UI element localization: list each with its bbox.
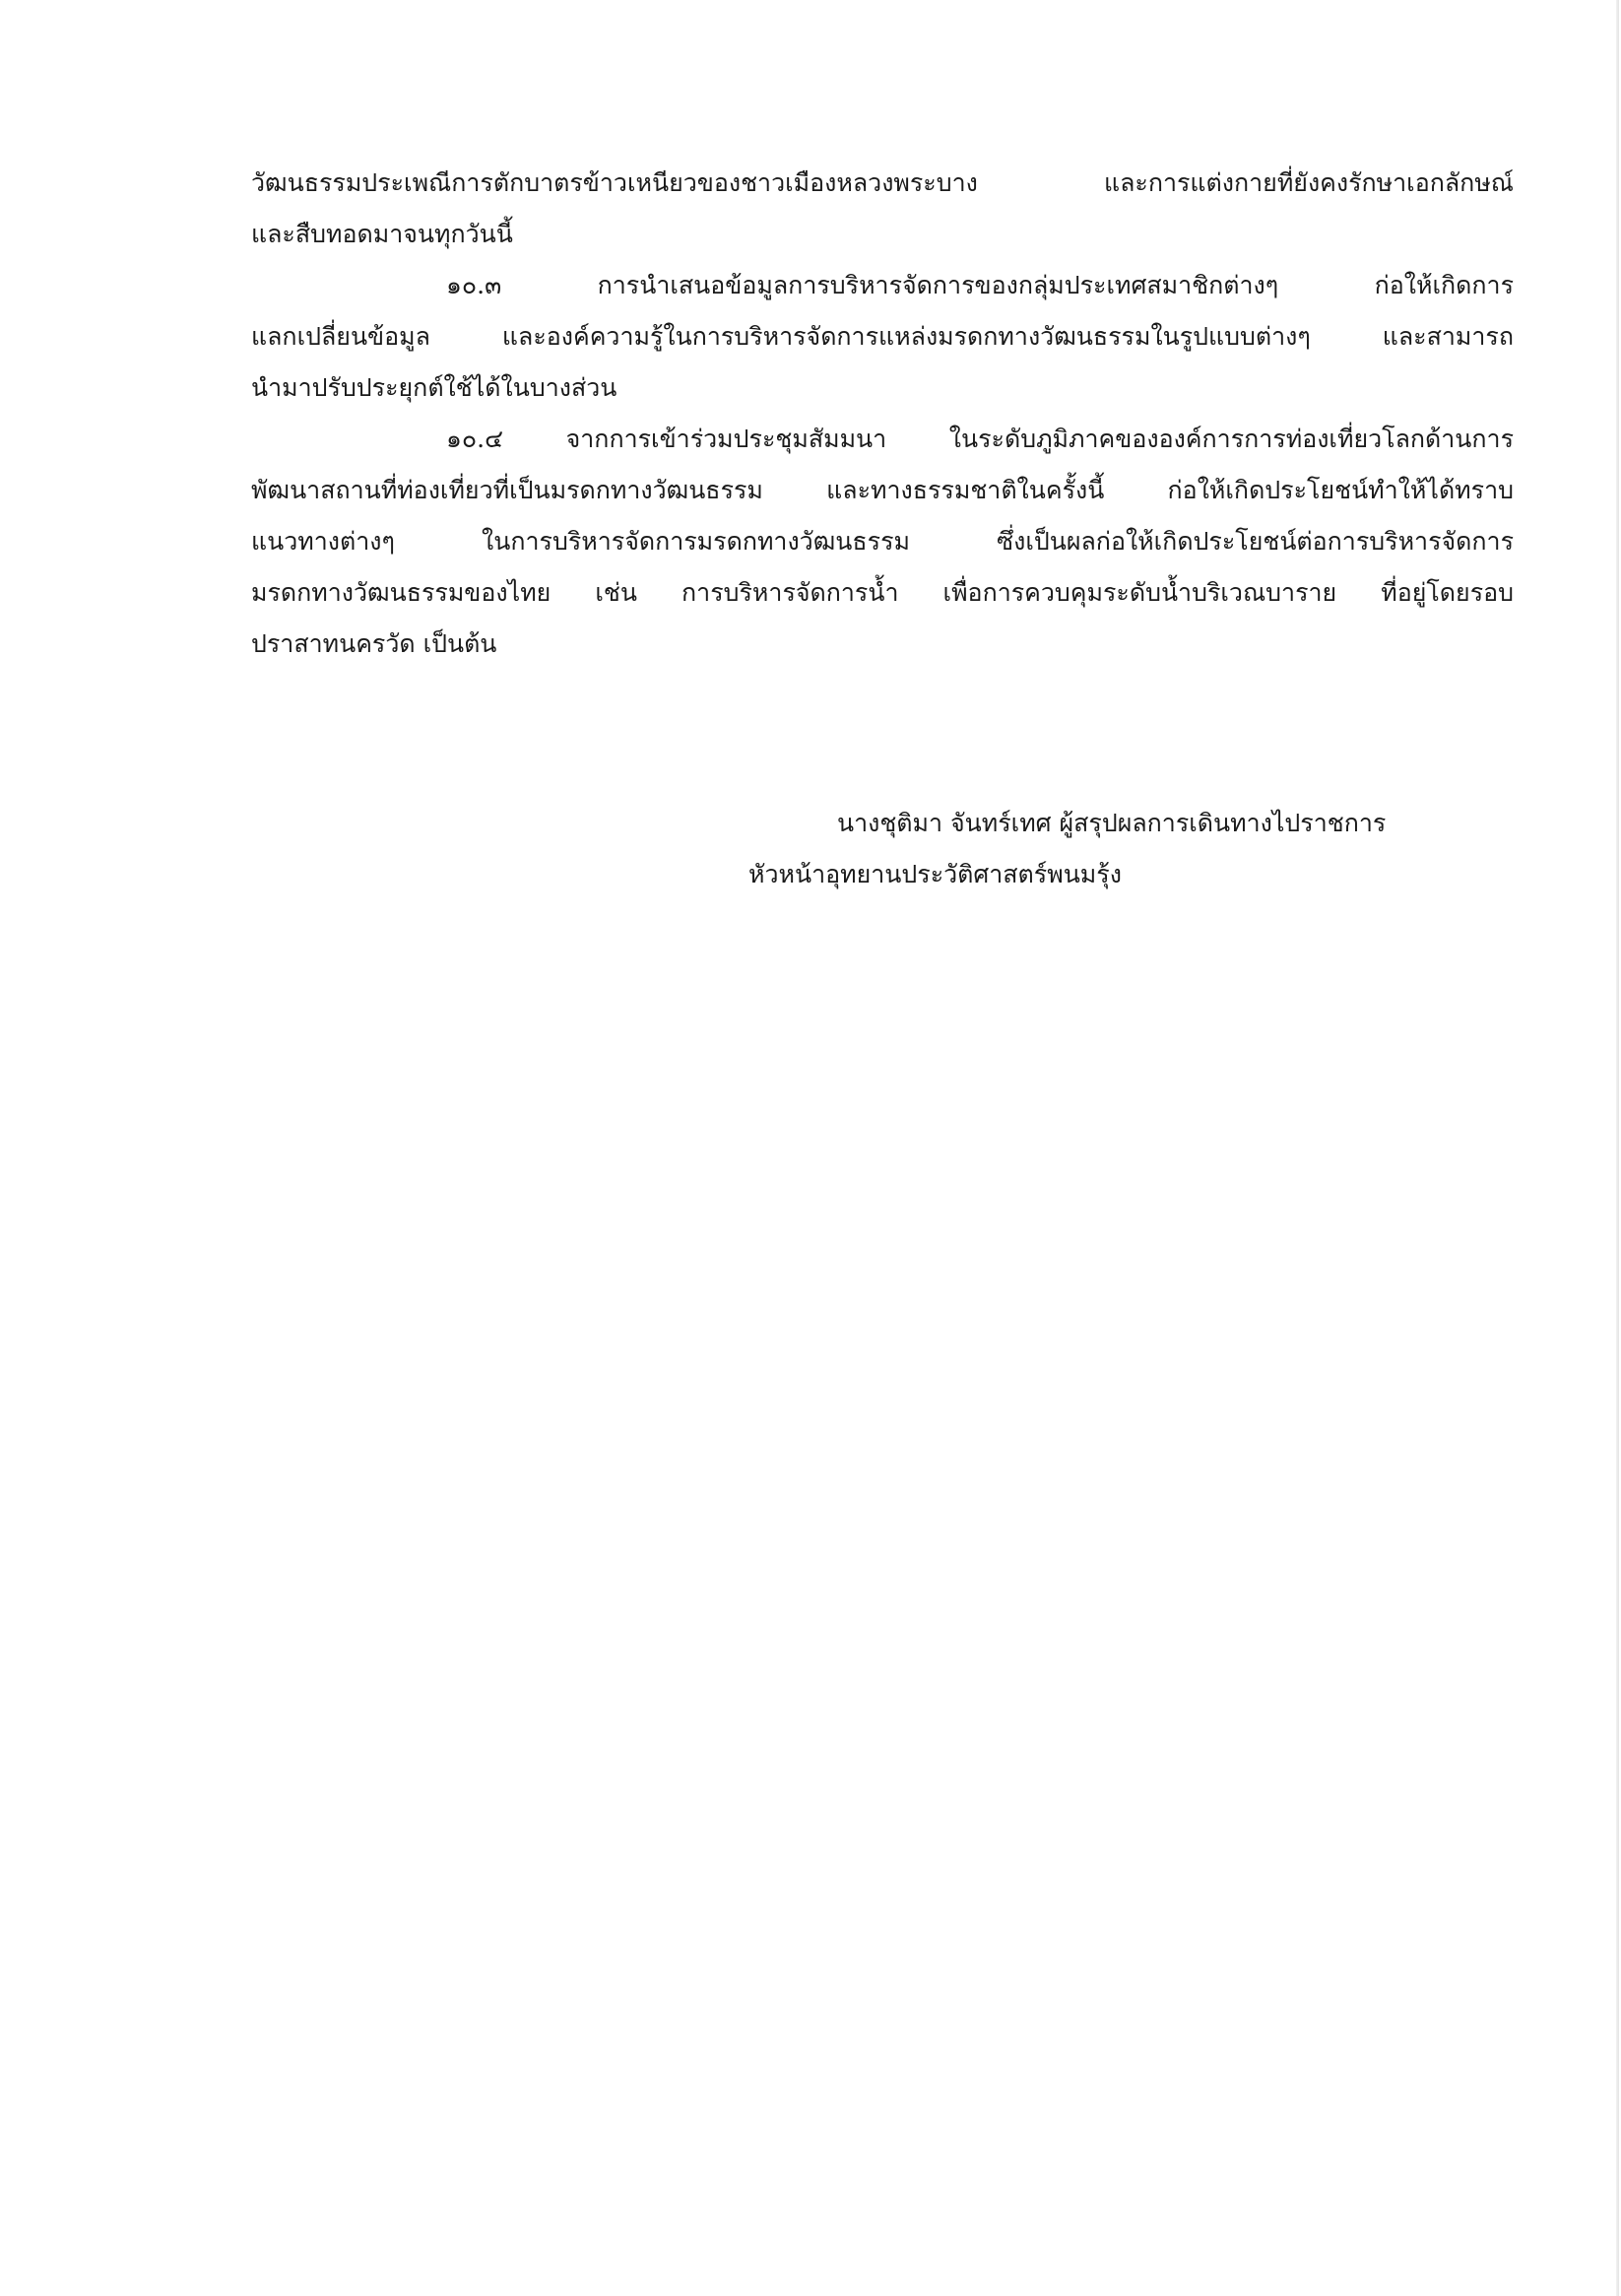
paragraph-line: ๑๐.๔ จากการเข้าร่วมประชุมสัมมนา ในระดับภูมิภาคขององค์การการท่องเที่ยวโลกด้านการ [446, 425, 1514, 453]
paragraph-line: นำมาปรับประยุกต์ใช้ได้ในบางส่วน [251, 373, 617, 402]
paragraph-line: แลกเปลี่ยนข้อมูล และองค์ความรู้ในการบริหารจัดการแหล่งมรดกทางวัฒนธรรมในรูปแบบต่างๆ และสามารถ [251, 322, 1514, 351]
scan-edge-shadow [1616, 0, 1619, 2296]
document-body [251, 158, 1514, 670]
paragraph-line: แนวทางต่างๆ ในการบริหารจัดการมรดกทางวัฒนธรรม ซึ่งเป็นผลก่อให้เกิดประโยชน์ต่อการบริหารจัดการ [251, 527, 1514, 556]
paragraph-line: วัฒนธรรมประเพณีการตักบาตรข้าวเหนียวของชาวเมืองหลวงพระบาง และการแต่งกายที่ยังคงรักษาเอกลักษณ์ [251, 168, 1514, 197]
paragraph-line: พัฒนาสถานที่ท่องเที่ยวที่เป็นมรดกทางวัฒนธรรม และทางธรรมชาติในครั้งนี้ ก่อให้เกิดประโยชน์ทำให้ได้ทราบ [251, 476, 1514, 504]
paragraph-line: และสืบทอดมาจนทุกวันนี้ [251, 220, 513, 248]
signature-name: นางชุติมา จันทร์เทศ ผู้สรุปผลการเดินทางไปราชการ [837, 809, 1387, 837]
paragraph-line: ๑๐.๓ การนำเสนอข้อมูลการบริหารจัดการของกลุ่มประเทศสมาชิกต่างๆ ก่อให้เกิดการ [446, 271, 1514, 299]
paragraph-line: ปราสาทนครวัด เป็นต้น [251, 629, 497, 658]
signature-position: หัวหน้าอุทยานประวัติศาสตร์พนมรุ้ง [748, 860, 1122, 888]
paragraph-line: มรดกทางวัฒนธรรมของไทย เช่น การบริหารจัดการน้ำ เพื่อการควบคุมระดับน้ำบริเวณบาราย ที่อยู่โดยรอบ [251, 578, 1514, 607]
